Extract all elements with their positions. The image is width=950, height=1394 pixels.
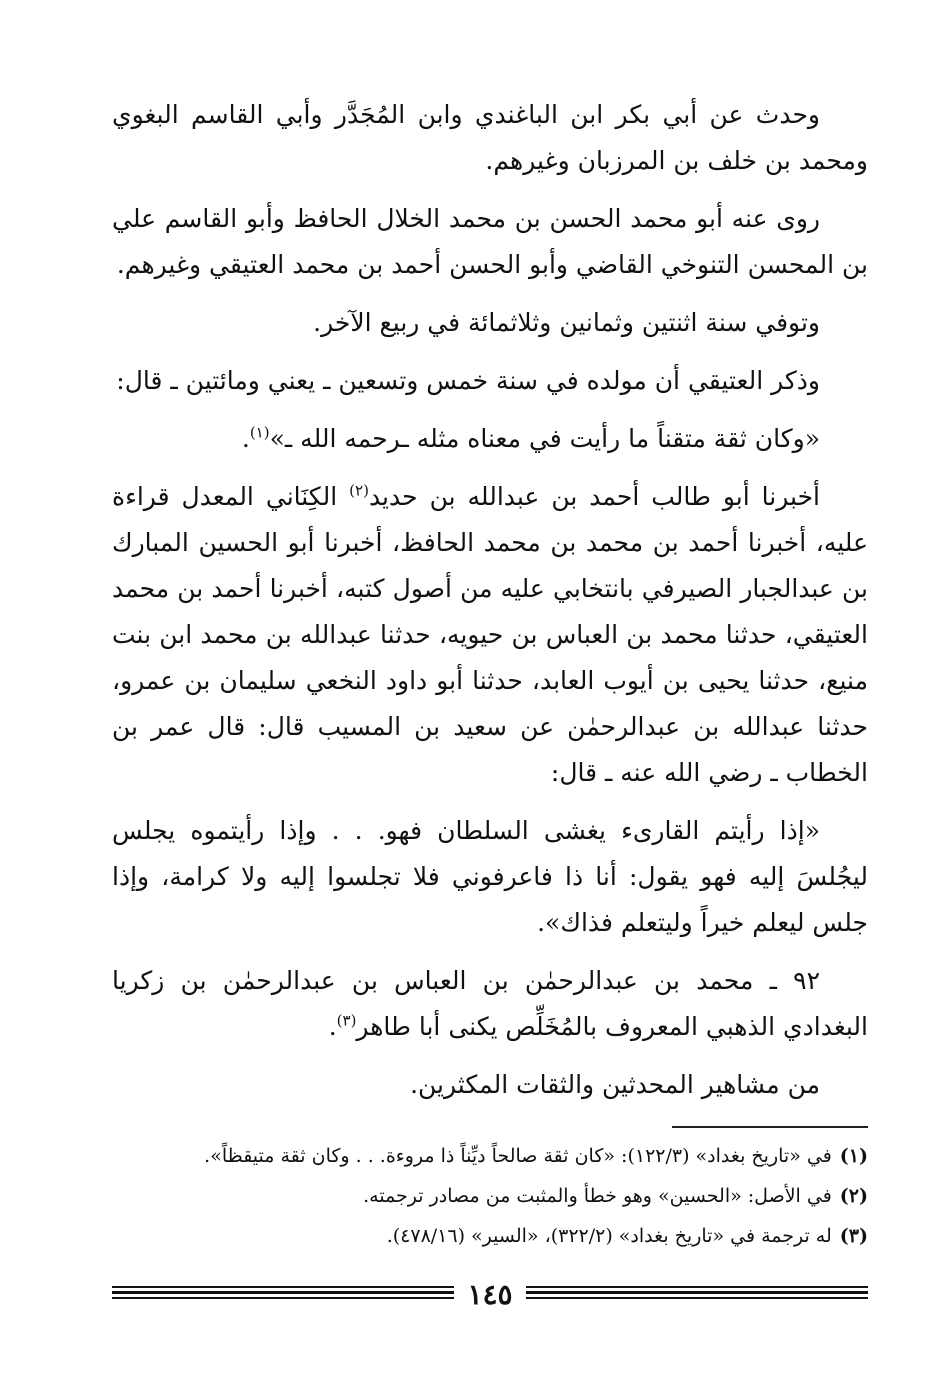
page-footer <box>112 1278 868 1314</box>
footnotes <box>112 1136 868 1256</box>
footnote-ref-2: (٢) <box>349 481 369 500</box>
page-number: ١٤٥ <box>467 1278 513 1311</box>
paragraph-birth: وذكر العتيقي أن مولده في سنة خمس وتسعين ـ يعني ومائتين ـ قال: <box>116 366 820 395</box>
footnote-2: (٢)في الأصل: «الحسين» وهو خطأ والمثبت من مصادر ترجمته. <box>363 1185 868 1207</box>
footnote-ref-1: (١) <box>249 423 270 442</box>
footer-rule-right <box>526 1286 868 1302</box>
paragraph-isnad: أخبرنا أبو طالب أحمد بن عبدالله بن حديد$^{(٢)}$ الكِنَاني المعدل قراءة عليه، أخبرنا أحمد بن محمد بن محمد الحافظ، أخبرنا أبو الحسين المبارك بن عبدالجبار الصيرفي بانتخابي عليه من أصول كتبه، أخبرنا أحمد بن محمد العتيقي، حدثنا محمد بن العباس بن حيويه، حدثنا عبدالله بن محمد ابن بنت منيع، حدثنا يحيى بن أيوب العابد، حدثنا أبو داود النخعي سليمان بن عمرو، حدثنا عبدالله بن عبدالرحمٰن عن سعيد بن المسيب قال: قال عمر بن الخطاب ـ رضي الله عنه ـ قال: <box>112 481 868 787</box>
paragraph-quote-atiqi: «وكان ثقة متقناً ما رأيت في معناه مثله ـرحمه الله ـ»$^{(١)}$. <box>241 423 820 453</box>
footer-rule-left <box>112 1286 454 1302</box>
footnote-separator <box>672 1126 868 1128</box>
paragraph-students: روى عنه أبو محمد الحسن بن محمد الخلال الحافظ وأبو القاسم علي بن المحسن التنوخي القاضي وأبو الحسن أحمد بن محمد العتيقي وغيرهم. <box>112 204 868 279</box>
paragraph-description: من مشاهير المحدثين والثقات المكثرين. <box>410 1070 820 1099</box>
main-text <box>112 92 868 1120</box>
paragraph-narrators: وحدث عن أبي بكر ابن الباغندي وابن المُجَدَّر وأبي القاسم البغوي ومحمد بن خلف بن المرزبان وغيرهم. <box>112 100 868 175</box>
footnote-ref-3: (٣) <box>336 1011 357 1030</box>
paragraph-death: وتوفي سنة اثنتين وثمانين وثلاثمائة في ربيع الآخر. <box>313 308 820 337</box>
paragraph-entry-92: ٩٢ ـ محمد بن عبدالرحمٰن بن العباس بن عبدالرحمٰن بن زكريا البغدادي الذهبي المعروف بالمُخَلِّص يكنى أبا طاهر$^{(٣)}$. <box>112 966 868 1041</box>
footnote-3: (٣)له ترجمة في «تاريخ بغداد» (٣٢٢/٢)، «السير» (٤٧٨/١٦). <box>386 1225 868 1247</box>
paragraph-hadith: «إذا رأيتم القارىء يغشى السلطان فهو. . . وإذا رأيتموه يجلس ليجُلسَ إليه فهو يقول: أنا ذا فاعرفوني فلا تجلسوا إليه ولا كرامة، وإذا جلس ليعلم خيراً وليتعلم فذاك». <box>112 816 868 937</box>
footnote-1: (١)في «تاريخ بغداد» (١٢٢/٣): «كان ثقة صالحاً ديِّناً ذا مروءة. . . وكان ثقة متيقظاً». <box>204 1145 868 1167</box>
